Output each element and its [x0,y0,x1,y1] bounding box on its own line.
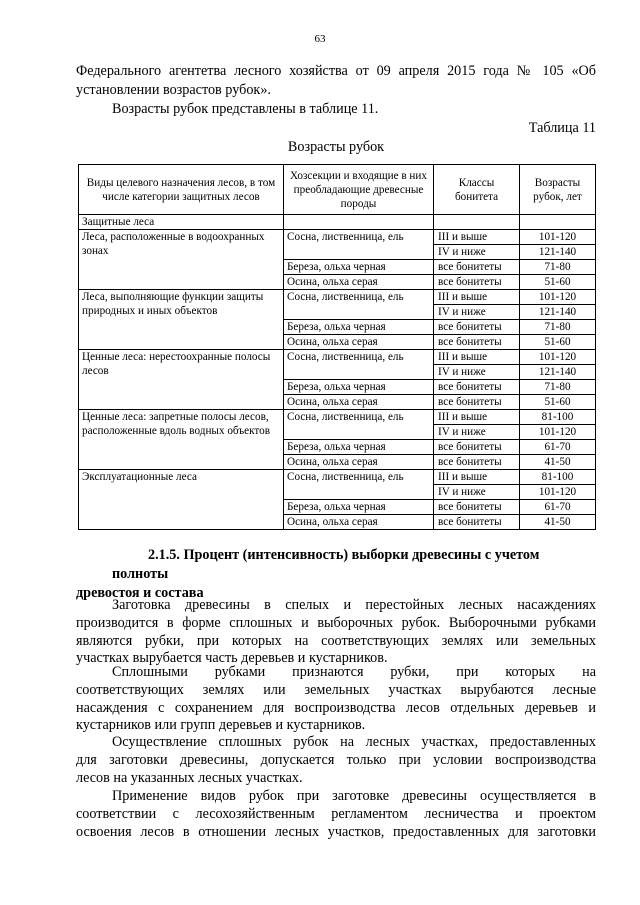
paragraph-line: являются рубки, при которых на соответствующих землях или земельных [76,632,596,649]
age-cell: 51-60 [520,275,596,290]
age-cell: 51-60 [520,335,596,350]
intro-line-1: Федерального агентетва лесного хозяйства от 09 апреля 2015 года № 105 «Об [76,63,596,79]
table-label: Таблица 11 [528,120,596,136]
species-cell: Осина, ольха серая [284,455,434,470]
age-cell: 101-120 [520,230,596,245]
species-cell: Береза, ольха черная [284,260,434,275]
species-cell: Сосна, лиственница, ель [284,230,434,260]
section-heading [76,546,596,603]
table-row [79,410,596,425]
bonitet-cell: все бонитеты [434,380,520,395]
bonitet-cell: все бонитеты [434,515,520,530]
bonitet-cell: IV и ниже [434,305,520,320]
age-cell: 51-60 [520,395,596,410]
age-cell: 61-70 [520,500,596,515]
species-cell: Сосна, лиственница, ель [284,410,434,440]
age-cell: 41-50 [520,455,596,470]
bonitet-cell: все бонитеты [434,275,520,290]
bonitet-cell: IV и ниже [434,485,520,500]
age-cell: 101-120 [520,485,596,500]
age-cell: 81-100 [520,410,596,425]
table-header-row [79,165,596,215]
species-cell: Сосна, лиственница, ель [284,470,434,500]
section-heading-line-2: древостоя и состава [76,585,204,601]
bonitet-cell: III и выше [434,350,520,365]
table-row [79,470,596,485]
age-cell: 81-100 [520,470,596,485]
bonitet-cell: все бонитеты [434,335,520,350]
species-cell: Осина, ольха серая [284,275,434,290]
species-cell: Береза, ольха черная [284,380,434,395]
table-row [79,230,596,245]
paragraph-line: соответствии с лесохозяйственным регламентом лесничества и проектом [76,805,596,822]
bonitet-cell: IV и ниже [434,365,520,380]
age-cell: 121-140 [520,365,596,380]
species-cell: Сосна, лиственница, ель [284,290,434,320]
cutting-age-table [78,164,596,530]
paragraph-line: кустарников или групп деревьев и кустарников. [76,717,366,734]
paragraph-line: для заготовки древесины, допускается только при условии воспроизводства [76,751,596,768]
paragraph-line: Сплошными рубками признаются рубки, при которых на [112,664,596,680]
bonitet-cell: III и выше [434,410,520,425]
header-species: Хозсекции и входящие в них преобладающие древесные породы [284,165,434,215]
species-cell: Береза, ольха черная [284,320,434,335]
header-bonitet: Классы бонитета [434,165,520,215]
bonitet-cell: IV и ниже [434,245,520,260]
species-cell: Береза, ольха черная [284,500,434,515]
bonitet-cell: все бонитеты [434,500,520,515]
paragraph-line: соответствующих землях или земельных участках вырубаются лесные [76,681,596,698]
species-cell: Осина, ольха серая [284,515,434,530]
age-cell: 41-50 [520,515,596,530]
species-cell: Сосна, лиственница, ель [284,350,434,380]
bonitet-cell: III и выше [434,470,520,485]
page-number: 63 [314,33,326,45]
paragraph-line: производится в форме сплошных и выборочных рубок. Выборочными рубками [76,614,596,631]
header-age: Возрасты рубок, лет [520,165,596,215]
bonitet-cell: все бонитеты [434,320,520,335]
bonitet-cell: III и выше [434,290,520,305]
bonitet-cell: все бонитеты [434,395,520,410]
section-heading-line-1: 2.1.5. Процент (интенсивность) выборки древесины с учетом полноты [112,547,540,582]
age-cell: 101-120 [520,350,596,365]
paragraph-line: Применение видов рубок при заготовке древесины осуществляется в [112,788,596,804]
bonitet-cell: IV и ниже [434,425,520,440]
table-row [79,350,596,365]
bonitet-cell: III и выше [434,230,520,245]
paragraph-line: лесов на указанных лесных участках. [76,769,303,786]
paragraph-line: участках вырубается часть деревьев и кустарников. [76,650,388,667]
paragraph-line: насаждения с сохранением для воспроизводства лесов отдельных деревьев и [76,699,596,716]
age-cell: 71-80 [520,380,596,395]
forest-purpose-cell: Ценные леса: нерестоохранные полосы лесов [79,350,284,410]
bonitet-cell: все бонитеты [434,455,520,470]
table-title: Возрасты рубок [287,139,385,155]
species-cell: Осина, ольха серая [284,335,434,350]
age-cell: 61-70 [520,440,596,455]
paragraph-line: Осуществление сплошных рубок на лесных участках, предоставленных [112,734,596,750]
species-cell: Осина, ольха серая [284,395,434,410]
age-cell: 71-80 [520,260,596,275]
age-cell: 71-80 [520,320,596,335]
age-cell: 101-120 [520,425,596,440]
table-section-row [79,215,596,230]
intro-line-2: установлении возрастов рубок». [76,82,271,98]
bonitet-cell: все бонитеты [434,440,520,455]
age-cell: 121-140 [520,245,596,260]
intro-line-3: Возрасты рубок представлены в таблице 11. [112,101,379,117]
section-label: Защитные леса [79,215,284,230]
header-forest-purpose: Виды целевого назначения лесов, в том числе категории защитных лесов [79,165,284,215]
forest-purpose-cell: Ценные леса: запретные полосы лесов, расположенные вдоль водных объектов [79,410,284,470]
forest-purpose-cell: Эксплуатационные леса [79,470,284,530]
paragraph-line: Заготовка древесины в спелых и перестойных лесных насаждениях [112,597,596,613]
species-cell: Береза, ольха черная [284,440,434,455]
bonitet-cell: все бонитеты [434,260,520,275]
age-cell: 121-140 [520,305,596,320]
table-row [79,290,596,305]
paragraph-line: освоения лесов в отношении лесных участков, предоставленных для заготовки [76,823,596,840]
age-cell: 101-120 [520,290,596,305]
forest-purpose-cell: Леса, выполняющие функции защиты природных и иных объектов [79,290,284,350]
forest-purpose-cell: Леса, расположенные в водоохранных зонах [79,230,284,290]
